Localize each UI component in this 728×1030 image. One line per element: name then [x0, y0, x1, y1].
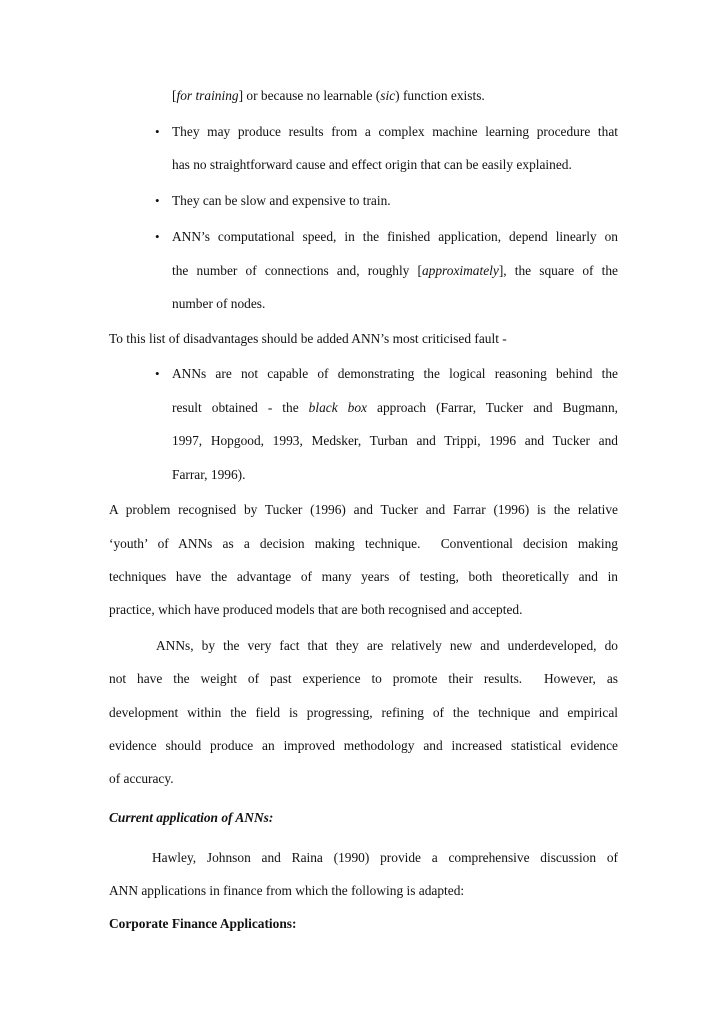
text-fragment: the number of connections and, roughly [ [172, 263, 422, 278]
text-line: ANNs are not capable of demonstrating the logical reasoning behind the [172, 366, 618, 381]
text-line: practice, which have produced models that are both recognised and accepted. [109, 602, 523, 617]
bullet-marker: • [155, 124, 160, 139]
text-line [172, 263, 618, 279]
text-line: development within the field is progressing, refining of the technique and empirical [109, 705, 618, 720]
text-line: 1997, Hopgood, 1993, Medsker, Turban and Trippi, 1996 and Tucker and [172, 433, 618, 448]
bullet-marker: • [155, 229, 160, 244]
text-line: techniques have the advantage of many years of testing, both theoretically and in [109, 569, 618, 584]
text-line: evidence should produce an improved methodology and increased statistical evidence [109, 738, 618, 753]
italic-text: black box [308, 400, 367, 415]
text-line: They can be slow and expensive to train. [172, 193, 391, 208]
text-line: To this list of disadvantages should be added ANN’s most criticised fault - [109, 331, 507, 346]
text-line: number of nodes. [172, 296, 266, 311]
italic-text: for training [176, 88, 239, 103]
text-fragment: ) function exists. [395, 88, 485, 103]
text-line: Farrar, 1996). [172, 467, 246, 482]
text-line [172, 88, 485, 104]
italic-text: sic [380, 88, 396, 103]
text-line: ANN applications in finance from which the following is adapted: [109, 883, 465, 898]
text-line: of accuracy. [109, 771, 174, 786]
italic-text: approximately [421, 263, 499, 278]
text-fragment: ], the square of the [498, 263, 618, 278]
text-line: ANNs, by the very fact that they are relatively new and underdeveloped, do [156, 638, 618, 653]
text-fragment: approach (Farrar, Tucker and Bugmann, [367, 400, 618, 415]
section-heading: Corporate Finance Applications: [109, 916, 297, 931]
text-line: has no straightforward cause and effect origin that can be easily explained. [172, 157, 572, 172]
bullet-marker: • [155, 193, 160, 208]
text-line: Hawley, Johnson and Raina (1990) provide a comprehensive discussion of [152, 850, 618, 865]
text-line: A problem recognised by Tucker (1996) and Tucker and Farrar (1996) is the relative [109, 502, 618, 517]
section-heading: Current application of ANNs: [109, 810, 274, 825]
bullet-marker: • [155, 366, 160, 381]
text-fragment: result obtained - the [172, 400, 309, 415]
text-line [172, 400, 618, 416]
text-fragment: ] or because no learnable ( [238, 88, 381, 103]
text-line: ‘youth’ of ANNs as a decision making technique. Conventional decision making [109, 536, 618, 551]
text-line: not have the weight of past experience to promote their results. However, as [109, 671, 618, 686]
text-line: They may produce results from a complex machine learning procedure that [172, 124, 618, 139]
text-fragment: [ [172, 88, 177, 103]
text-line: ANN’s computational speed, in the finished application, depend linearly on [172, 229, 618, 244]
